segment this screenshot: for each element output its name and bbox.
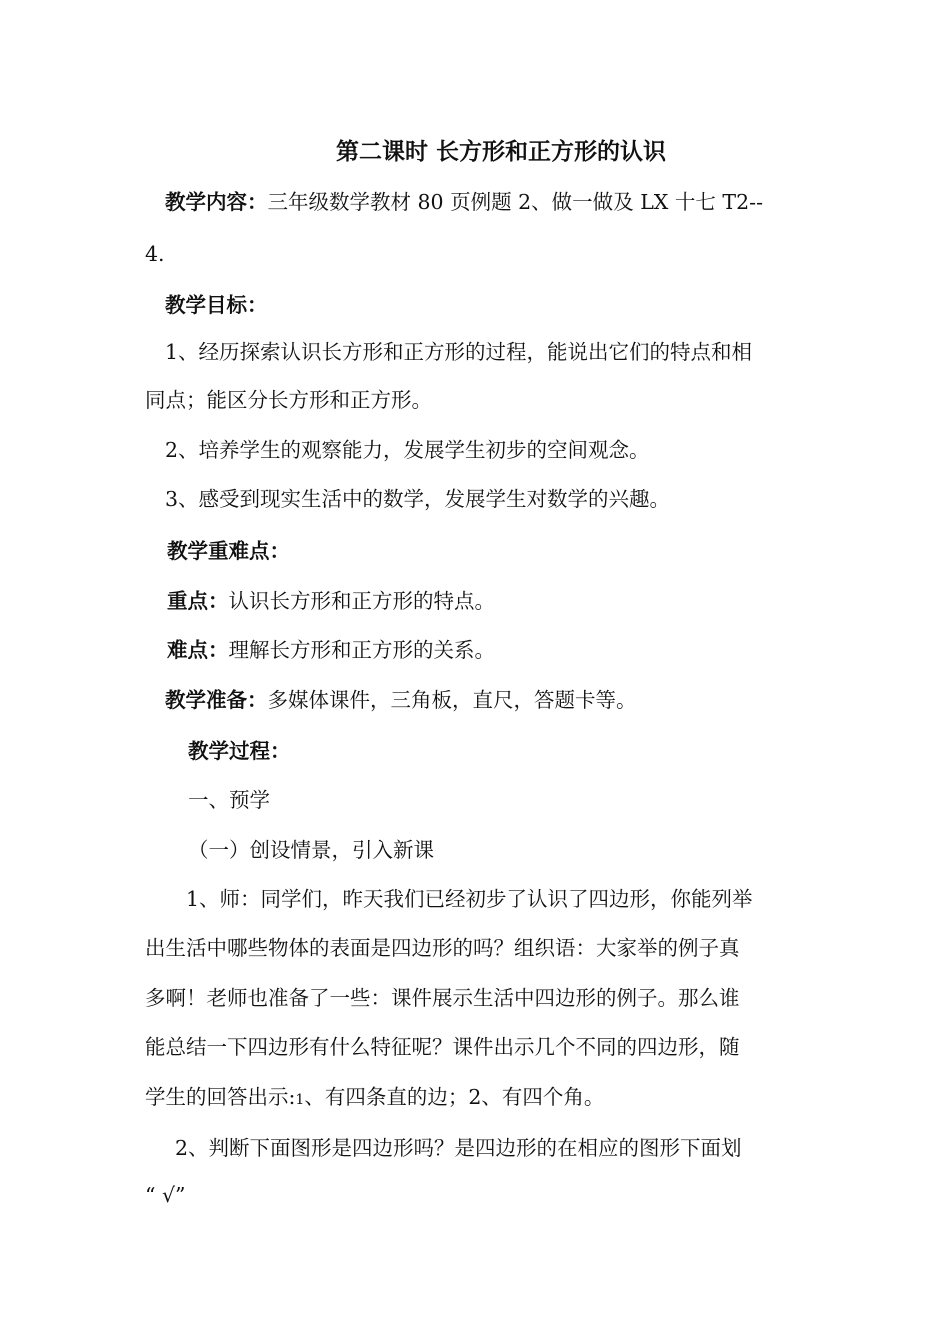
paragraph-2-line-2: “ √” [145,1183,186,1207]
content-text: 三年级数学教材 80 页例题 2、做一做及 LX 十七 T2-- [267,190,764,214]
goal-2: 2、培养学生的观察能力，发展学生初步的空间观念。 [165,438,650,462]
paragraph-1-line-2: 出生活中哪些物体的表面是四边形的吗？组织语：大家举的例子真 [145,936,740,960]
goals-heading: 教学目标： [165,293,268,317]
content-label: 教学内容： [165,190,268,214]
paragraph-1-line-5-a: 学生的回答出示: [145,1085,296,1109]
content-line-1 [165,187,830,217]
section-1-heading: 一、预学 [188,788,270,812]
paragraph-1-line-4: 能总结一下四边形有什么特征呢？课件出示几个不同的四边形，随 [145,1035,740,1059]
goal-1-line-2: 同点；能区分长方形和正方形。 [145,388,432,412]
paragraph-1-line-5-num: 1 [295,1092,305,1108]
process-heading: 教学过程： [188,739,291,763]
focus-label: 重点： [167,589,229,613]
content-line-2: 4. [145,242,165,266]
paragraph-1-line-1: 1、师：同学们，昨天我们已经初步了认识了四边形，你能列举 [186,887,753,911]
goal-1-line-1: 1、经历探索认识长方形和正方形的过程，能说出它们的特点和相 [165,340,753,364]
difficulty-line [167,635,832,665]
paragraph-1-line-5 [145,1082,810,1115]
subsection-1-heading: （一）创设情景，引入新课 [188,838,434,862]
key-points-heading: 教学重难点： [167,539,290,563]
difficulty-label: 难点： [167,638,229,662]
preparation-line [165,685,830,715]
paragraph-1-line-5-b: 、有四条直的边；2、有四个角。 [304,1085,605,1109]
difficulty-text: 理解长方形和正方形的关系。 [228,638,495,662]
preparation-label: 教学准备： [165,688,268,712]
focus-text: 认识长方形和正方形的特点。 [228,589,495,613]
lesson-title: 第二课时 长方形和正方形的认识 [335,138,666,165]
preparation-text: 多媒体课件，三角板，直尺，答题卡等。 [267,688,637,712]
goal-3: 3、感受到现实生活中的数学，发展学生对数学的兴趣。 [165,487,671,511]
paragraph-1-line-3: 多啊！老师也准备了一些：课件展示生活中四边形的例子。那么谁 [145,986,740,1010]
focus-line [167,586,832,616]
paragraph-2-line-1: 2、判断下面图形是四边形吗？是四边形的在相应的图形下面划 [175,1136,742,1160]
